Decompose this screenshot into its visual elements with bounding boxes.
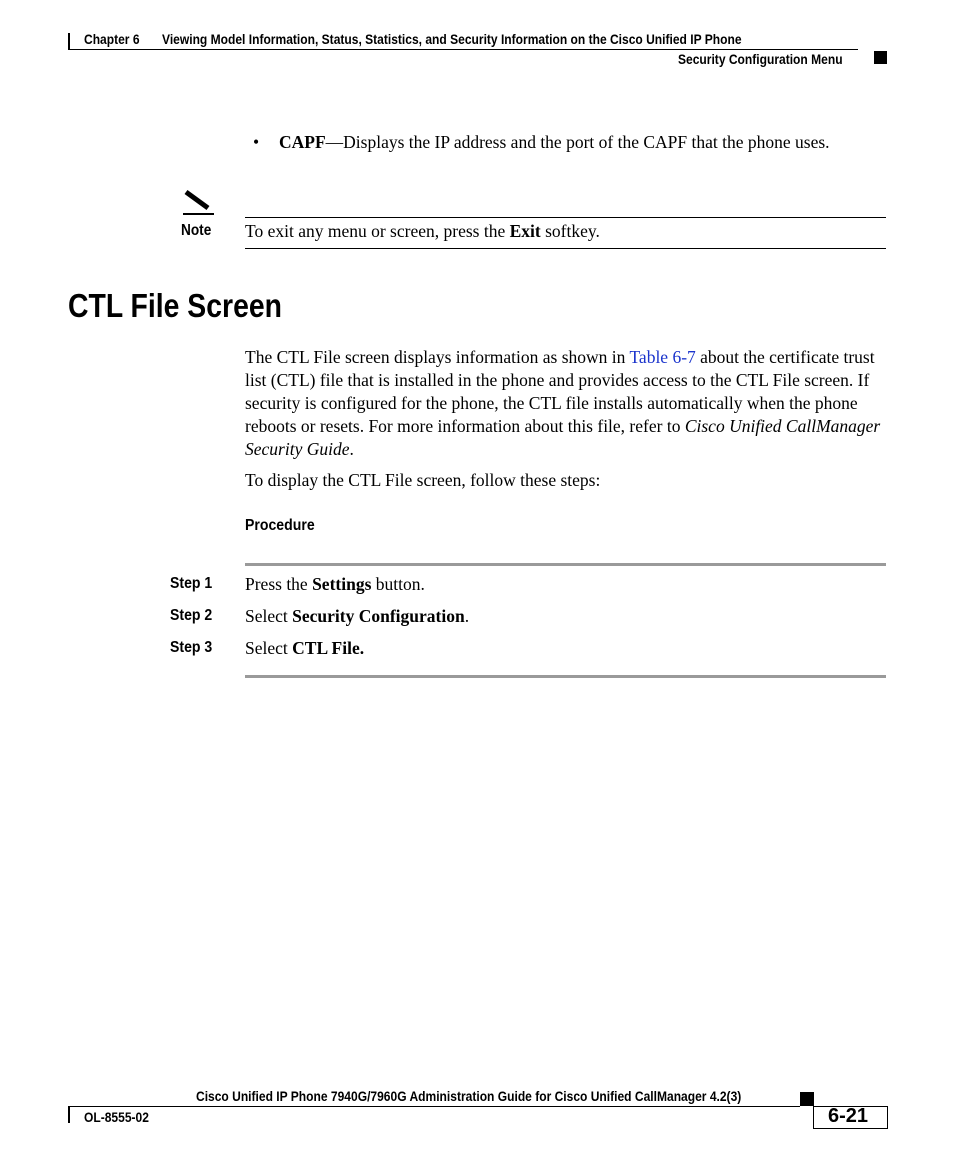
header-chapter: Chapter 6 <box>84 31 140 47</box>
bullet-item <box>279 131 869 154</box>
bullet-dot: • <box>253 132 260 152</box>
footer-marker <box>800 1092 814 1106</box>
step-1-bold: Settings <box>312 574 372 594</box>
pencil-note-icon <box>180 188 216 218</box>
step-1-after: button. <box>371 574 425 594</box>
note-text <box>245 220 600 243</box>
intro-text-1: The CTL File screen displays information as shown in <box>245 347 630 367</box>
note-bottom-rule <box>245 248 886 249</box>
steps-intro: To display the CTL File screen, follow these steps: <box>245 470 601 490</box>
step-2-text <box>245 605 469 628</box>
bullet-description: —Displays the IP address and the port of the CAPF that the phone uses. <box>325 132 830 152</box>
footer-book-title: Cisco Unified IP Phone 7940G/7960G Administration Guide for Cisco Unified CallManager 4.2(3) <box>196 1088 742 1104</box>
note-exit-softkey: Exit <box>509 221 541 241</box>
procedure-top-rule <box>245 563 886 566</box>
note-text-end: softkey. <box>540 221 600 241</box>
procedure-bottom-rule <box>245 675 886 678</box>
step-3-label: Step 3 <box>170 639 213 656</box>
step-2-label: Step 2 <box>170 607 213 624</box>
intro-text-2: about the certificate trust list (CTL) file that is installed in the phone and provides access to the CTL File screen. If security is configured for the phone, the CTL file installs automatically when the phone reboots or resets. For more information about this file, refer to <box>245 347 875 436</box>
header-marker <box>874 51 887 64</box>
bullet-term: CAPF <box>279 132 326 152</box>
header-chapter-title: Viewing Model Information, Status, Statistics, and Security Information on the Cisco Unified IP Phone <box>162 31 742 47</box>
header-left-bar <box>68 33 70 50</box>
step-3-before: Select <box>245 638 293 658</box>
step-1-label: Step 1 <box>170 575 213 592</box>
step-2-after: . <box>464 606 470 626</box>
table-6-7-link[interactable]: Table 6-7 <box>629 347 696 367</box>
step-3-bold: CTL File. <box>292 638 365 658</box>
note-top-rule <box>245 217 886 218</box>
note-text-start: To exit any menu or screen, press the <box>245 221 510 241</box>
intro-paragraph <box>245 346 890 461</box>
header-section: Security Configuration Menu <box>678 51 843 67</box>
step-2-before: Select <box>245 606 293 626</box>
step-2-bold: Security Configuration <box>292 606 465 626</box>
intro-text-end: . <box>349 439 354 459</box>
security-guide-title: Cisco Unified CallManager Security Guide <box>245 416 881 459</box>
step-3-text <box>245 637 364 660</box>
footer-left-bar <box>68 1106 70 1123</box>
step-1-before: Press the <box>245 574 313 594</box>
section-title: CTL File Screen <box>68 287 282 324</box>
note-label: Note <box>181 222 212 239</box>
procedure-label: Procedure <box>245 517 315 534</box>
page-number: 6-21 <box>828 1105 869 1127</box>
footer-doc-number: OL-8555-02 <box>84 1109 149 1125</box>
step-1-text <box>245 573 425 596</box>
footer-rule <box>68 1106 800 1107</box>
header-rule <box>68 49 858 50</box>
